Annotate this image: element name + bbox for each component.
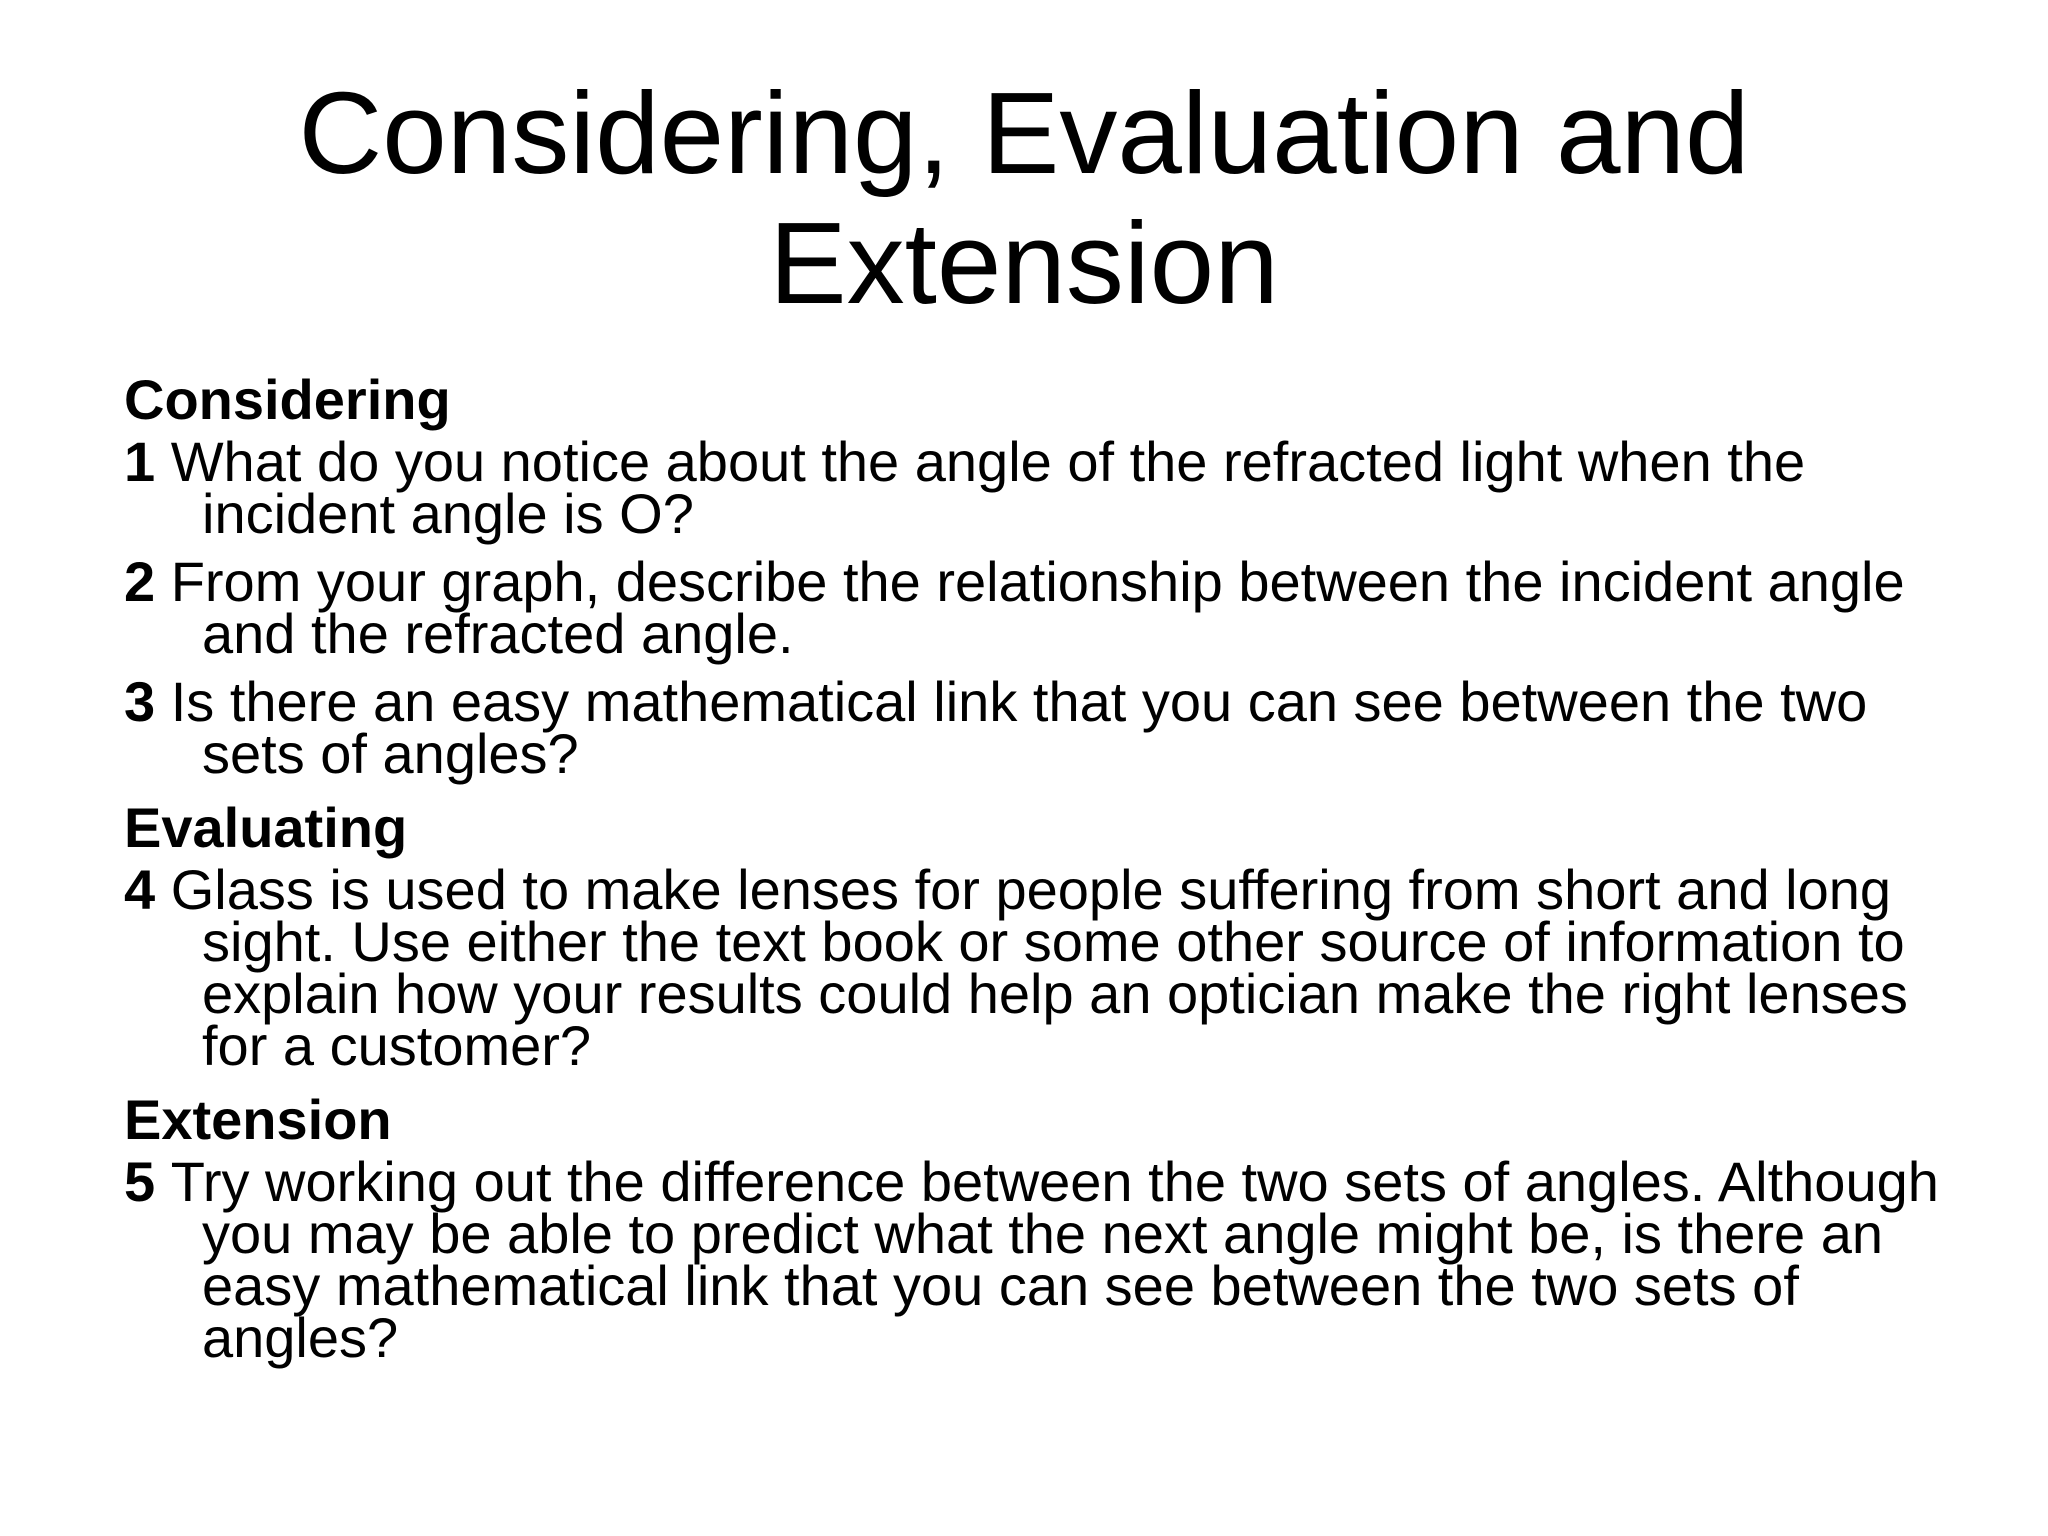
question-1 [124, 430, 1964, 545]
section-extension [124, 1088, 1964, 1369]
section-heading: Considering [124, 368, 451, 431]
question-number: 3 [124, 670, 171, 733]
question-number: 1 [124, 430, 171, 493]
question-number: 5 [124, 1150, 171, 1213]
question-text: Try working out the difference between the two sets of angles. Although you may be able to predict what the next angle might be, is there an easy mathematical link that you can see between the two sets of angles? [170, 1150, 1939, 1369]
question-3 [124, 670, 1964, 785]
slide-content [124, 368, 1964, 1380]
section-heading: Evaluating [124, 796, 408, 859]
question-2 [124, 550, 1964, 665]
question-text: From your graph, describe the relationship between the incident angle and the refracted angle. [170, 550, 1905, 665]
slide-title-line-2: Extension [769, 198, 1279, 328]
question-text: Glass is used to make lenses for people suffering from short and long sight. Use either the text book or some other source of information to explain how your results could help an optician make the right lenses for a customer? [170, 858, 1908, 1077]
section-considering [124, 368, 1964, 785]
question-5 [124, 1150, 1964, 1369]
section-evaluating [124, 796, 1964, 1077]
question-number: 2 [124, 550, 171, 613]
question-text: Is there an easy mathematical link that you can see between the two sets of angles? [170, 670, 1868, 785]
slide-title [0, 68, 2048, 328]
question-4 [124, 858, 1964, 1077]
question-text: What do you notice about the angle of the refracted light when the incident angle is O? [170, 430, 1806, 545]
section-heading: Extension [124, 1088, 392, 1151]
question-number: 4 [124, 858, 171, 921]
slide-title-line-1: Considering, Evaluation and [298, 68, 1750, 198]
